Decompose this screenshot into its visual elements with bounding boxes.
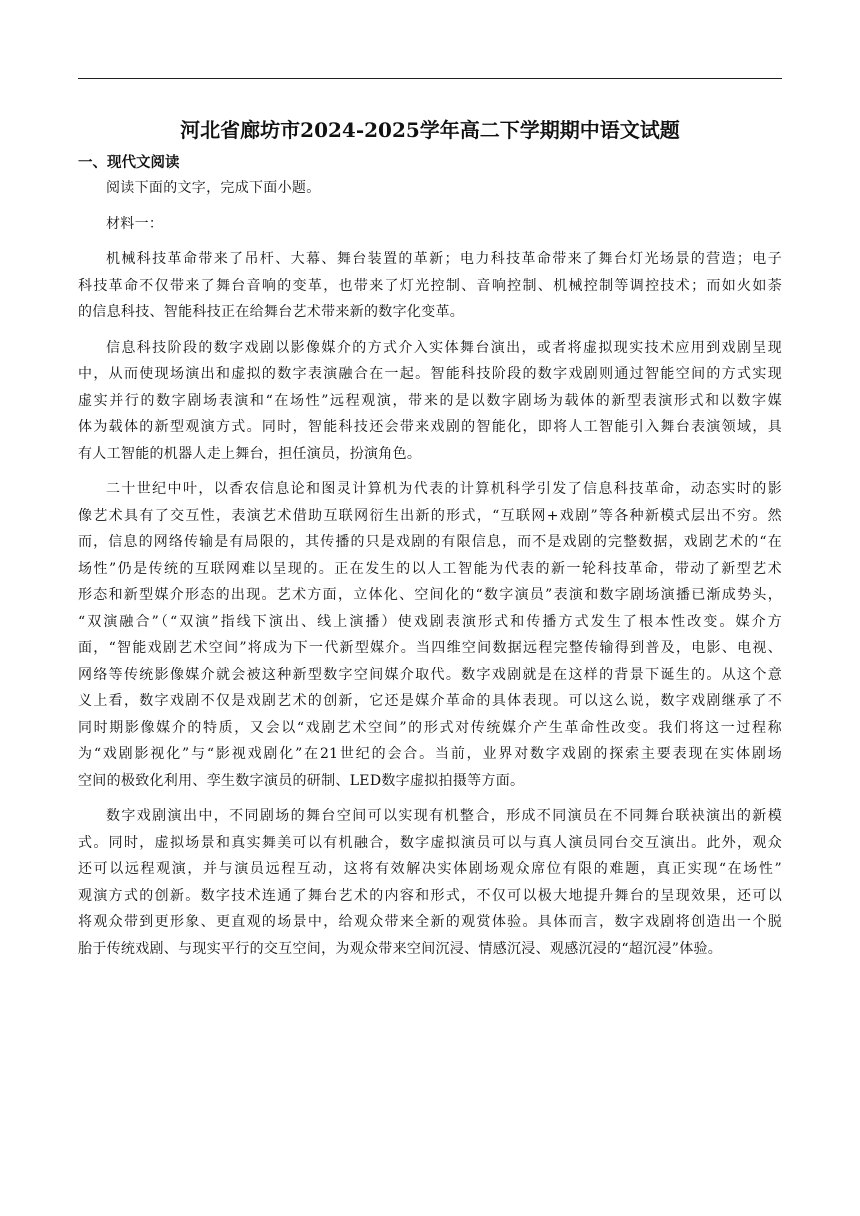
paragraph-line: 数字戏剧演出中，不同剧场的舞台空间可以实现有机整合，形成不同演员在不同舞台联袂演出的新模 bbox=[106, 808, 782, 824]
material-label-content: 材料一： bbox=[106, 215, 164, 232]
paragraph-line: 为“戏剧影视化”与“影视戏剧化”在21世纪的会合。当前，业界对数字戏剧的探索主要表现在实体剧场 bbox=[78, 746, 782, 762]
paragraph bbox=[78, 803, 782, 962]
paragraph-line: 信息科技阶段的数字戏剧以影像媒介的方式介入实体舞台演出，或者将虚拟现实技术应用到戏剧呈现 bbox=[106, 339, 782, 356]
paragraph-line: “双演融合”（“双演”指线下演出、线上演播）使戏剧表演形式和传播方式发生了根本性改变。媒介方 bbox=[78, 613, 782, 630]
paragraph-line: 中，从而使现场演出和虚拟的数字表演融合在一起。智能科技阶段的数字戏剧则通过智能空间的方式实现 bbox=[78, 366, 782, 382]
paragraph-line: 义上看，数字戏剧不仅是戏剧艺术的创新，它还是媒介革命的具体表现。可以这么说，数字戏剧继承了不 bbox=[78, 693, 782, 709]
paragraph bbox=[78, 335, 782, 468]
document-title: 河北省廊坊市2024-2025学年高二下学期期中语文试题 bbox=[180, 118, 680, 142]
paragraph-line: 将观众带到更形象、更直观的场景中，给观众带来全新的观赏体验。具体而言，数字戏剧将创造出一个脱 bbox=[78, 914, 782, 930]
paragraph-line: 科技革命不仅带来了舞台音响的变革，也带来了灯光控制、音响控制、机械控制等调控技术；而如火如荼 bbox=[78, 277, 782, 294]
paragraph-line: 胎于传统戏剧、与现实平行的交互空间，为观众带来空间沉浸、情感沉浸、观感沉浸的“超沉浸”体验。 bbox=[78, 940, 723, 957]
paragraph-line: 场性”仍是传统的互联网难以呈现的。正在发生的以人工智能为代表的新一轮科技革命，带动了新型艺术 bbox=[78, 560, 782, 577]
paragraph-line: 空间的极致化利用、孪生数字演员的研制、LED数字虚拟拍摄等方面。 bbox=[78, 772, 525, 789]
paragraph-line: 同时期影像媒介的特质，又会以“戏剧艺术空间”的形式对传统媒介产生革命性改变。我们将这一过程称 bbox=[78, 719, 782, 736]
paragraph-line: 像艺术具有了交互性，表演艺术借助互联网衍生出新的形式，“互联网+戏剧”等各种新模式层出不穷。然 bbox=[78, 507, 782, 524]
paragraph-line: 体为载体的新型观演方式。同时，智能科技还会带来戏剧的智能化，即将人工智能引入舞台表演领域，具 bbox=[78, 419, 782, 435]
document-body bbox=[78, 175, 782, 962]
paragraph-line: 还可以远程观演，并与演员远程互动，这将有效解决实体剧场观众席位有限的难题，真正实现“在场性” bbox=[78, 861, 782, 877]
paragraph-line: 形态和新型媒介形态的出现。艺术方面，立体化、空间化的“数字演员”表演和数字剧场演播已渐成势头， bbox=[78, 587, 782, 603]
header-rule bbox=[78, 78, 782, 79]
paragraph-line: 面，“智能戏剧艺术空间”将成为下一代新型媒介。当四维空间数据远程完整传输得到普及，电影、电视、 bbox=[78, 640, 782, 656]
paragraph-line: 式。同时，虚拟场景和真实舞美可以有机融合，数字虚拟演员可以与真人演员同台交互演出。此外，观众 bbox=[78, 834, 782, 851]
paragraph bbox=[78, 246, 782, 326]
paragraph-line: 观演方式的创新。数字技术连通了舞台艺术的内容和形式，不仅可以极大地提升舞台的呈现效果，还可以 bbox=[78, 887, 782, 904]
material-label bbox=[78, 211, 782, 238]
paragraph-line: 有人工智能的机器人走上舞台，担任演员，扮演角色。 bbox=[78, 445, 422, 462]
instruction-text bbox=[78, 175, 782, 202]
paragraph bbox=[78, 476, 782, 794]
material-paragraphs bbox=[78, 246, 782, 962]
paragraph-line: 网络等传统影像媒介就会被这种新型数字空间媒介取代。数字戏剧就是在这样的背景下诞生的。从这个意 bbox=[78, 666, 782, 683]
paragraph-line: 的信息科技、智能科技正在给舞台艺术带来新的数字化变革。 bbox=[78, 304, 465, 320]
paragraph-line: 而，信息的网络传输是有局限的，其传播的只是戏剧的有限信息，而不是戏剧的完整数据，戏剧艺术的“在 bbox=[78, 534, 782, 550]
paragraph-line: 机械科技革命带来了吊杆、大幕、舞台装置的革新；电力科技革命带来了舞台灯光场景的营造；电子 bbox=[106, 251, 782, 267]
instruction-text-content: 阅读下面的文字，完成下面小题。 bbox=[106, 180, 321, 196]
paragraph-line: 虚实并行的数字剧场表演和“在场性”远程观演，带来的是以数字剧场为载体的新型表演形式和以数字媒 bbox=[78, 392, 782, 409]
section-heading: 一、现代文阅读 bbox=[78, 155, 180, 171]
paragraph-line: 二十世纪中叶，以香农信息论和图灵计算机为代表的计算机科学引发了信息科技革命，动态实时的影 bbox=[106, 481, 782, 497]
